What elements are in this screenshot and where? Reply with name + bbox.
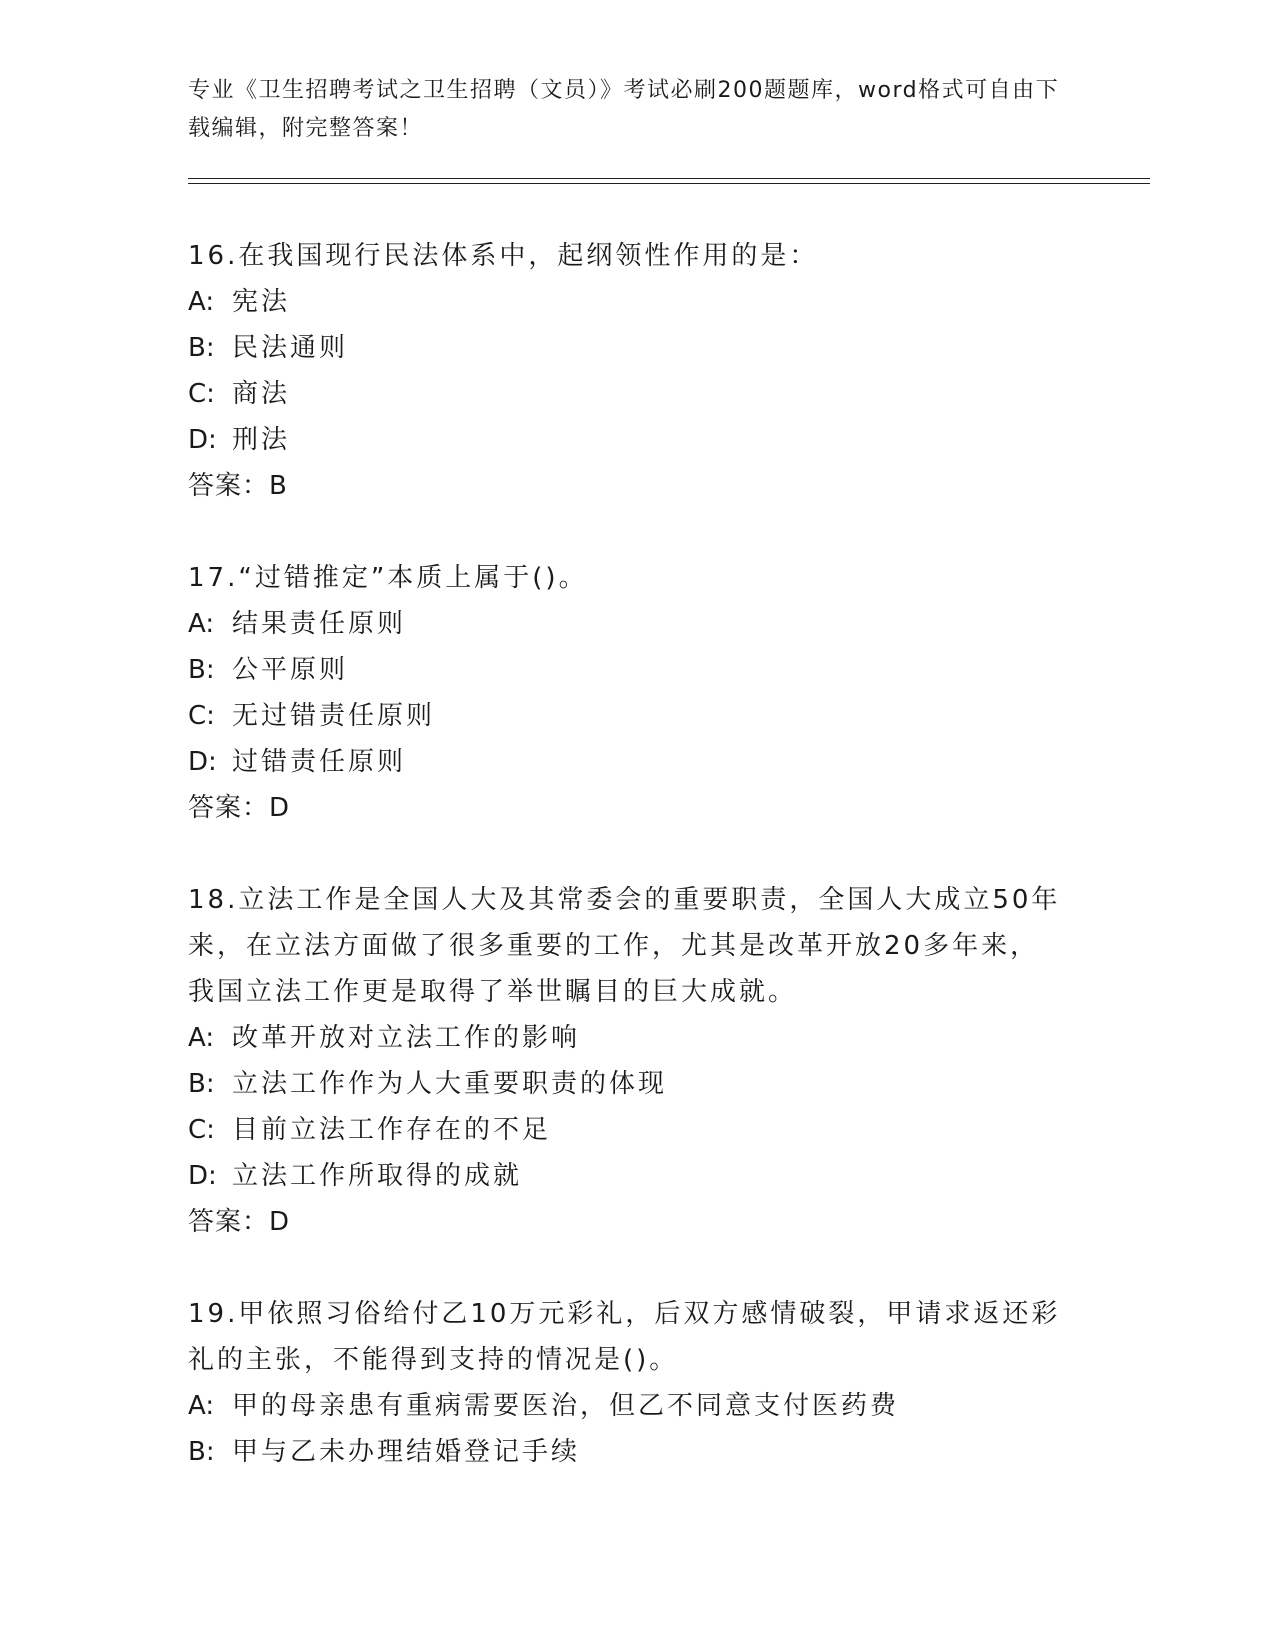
option-c: [188, 693, 1088, 739]
option-text: 刑法: [232, 425, 291, 455]
option-label: A:: [188, 287, 215, 317]
option-label: B:: [188, 1437, 215, 1467]
question-list: [188, 233, 1088, 1521]
option-text: 甲与乙未办理结婚登记手续: [232, 1437, 581, 1467]
question-18: [188, 877, 1088, 1245]
answer-line: 答案：D: [188, 793, 291, 823]
question-stem: 17.“过错推定”本质上属于()。: [188, 563, 588, 593]
option-text: 改革开放对立法工作的影响: [232, 1023, 581, 1053]
question-19: [188, 1291, 1088, 1475]
option-label: D:: [188, 747, 217, 777]
option-text: 公平原则: [232, 655, 349, 685]
option-text: 目前立法工作存在的不足: [232, 1115, 552, 1145]
option-text: 民法通则: [232, 333, 349, 363]
option-text: 立法工作作为人大重要职责的体现: [232, 1069, 668, 1099]
option-text: 宪法: [232, 287, 291, 317]
question-17: [188, 555, 1088, 831]
option-label: B:: [188, 655, 215, 685]
question-16: [188, 233, 1088, 509]
option-label: C:: [188, 379, 215, 409]
option-label: A:: [188, 1391, 215, 1421]
option-b: [188, 1429, 1088, 1475]
option-label: C:: [188, 1115, 215, 1145]
question-stem: 18.立法工作是全国人大及其常委会的重要职责，全国人大成立50年来，在立法方面做了很多重要的工作，尤其是改革开放20多年来，我国立法工作更是取得了举世瞩目的巨大成就。: [188, 885, 1061, 1007]
option-text: 商法: [232, 379, 291, 409]
option-b: [188, 1061, 1088, 1107]
option-b: [188, 647, 1088, 693]
option-label: D:: [188, 1161, 217, 1191]
option-label: C:: [188, 701, 215, 731]
question-stem: 19.甲依照习俗给付乙10万元彩礼，后双方感情破裂，甲请求返还彩礼的主张，不能得到支持的情况是()。: [188, 1299, 1061, 1375]
header-rule-top: [188, 178, 1150, 179]
option-label: B:: [188, 1069, 215, 1099]
option-label: A:: [188, 609, 215, 639]
answer-line: 答案：B: [188, 471, 288, 501]
option-d: [188, 417, 1088, 463]
option-label: D:: [188, 425, 217, 455]
option-a: [188, 279, 1088, 325]
answer-line: 答案：D: [188, 1207, 291, 1237]
question-stem: 16.在我国现行民法体系中，起纲领性作用的是：: [188, 241, 819, 271]
option-c: [188, 1107, 1088, 1153]
option-a: [188, 601, 1088, 647]
option-text: 甲的母亲患有重病需要医治，但乙不同意支付医药费: [232, 1391, 900, 1421]
option-text: 结果责任原则: [232, 609, 407, 639]
option-c: [188, 371, 1088, 417]
option-b: [188, 325, 1088, 371]
option-text: 过错责任原则: [232, 747, 407, 777]
option-text: 立法工作所取得的成就: [232, 1161, 523, 1191]
option-a: [188, 1015, 1088, 1061]
option-a: [188, 1383, 1088, 1429]
option-d: [188, 739, 1088, 785]
option-label: B:: [188, 333, 215, 363]
header-rule-bottom: [188, 183, 1150, 184]
option-d: [188, 1153, 1088, 1199]
option-label: A:: [188, 1023, 215, 1053]
document-header: 专业《卫生招聘考试之卫生招聘（文员）》考试必刷200题题库，word格式可自由下载编辑，附完整答案！: [188, 78, 1060, 141]
option-text: 无过错责任原则: [232, 701, 436, 731]
